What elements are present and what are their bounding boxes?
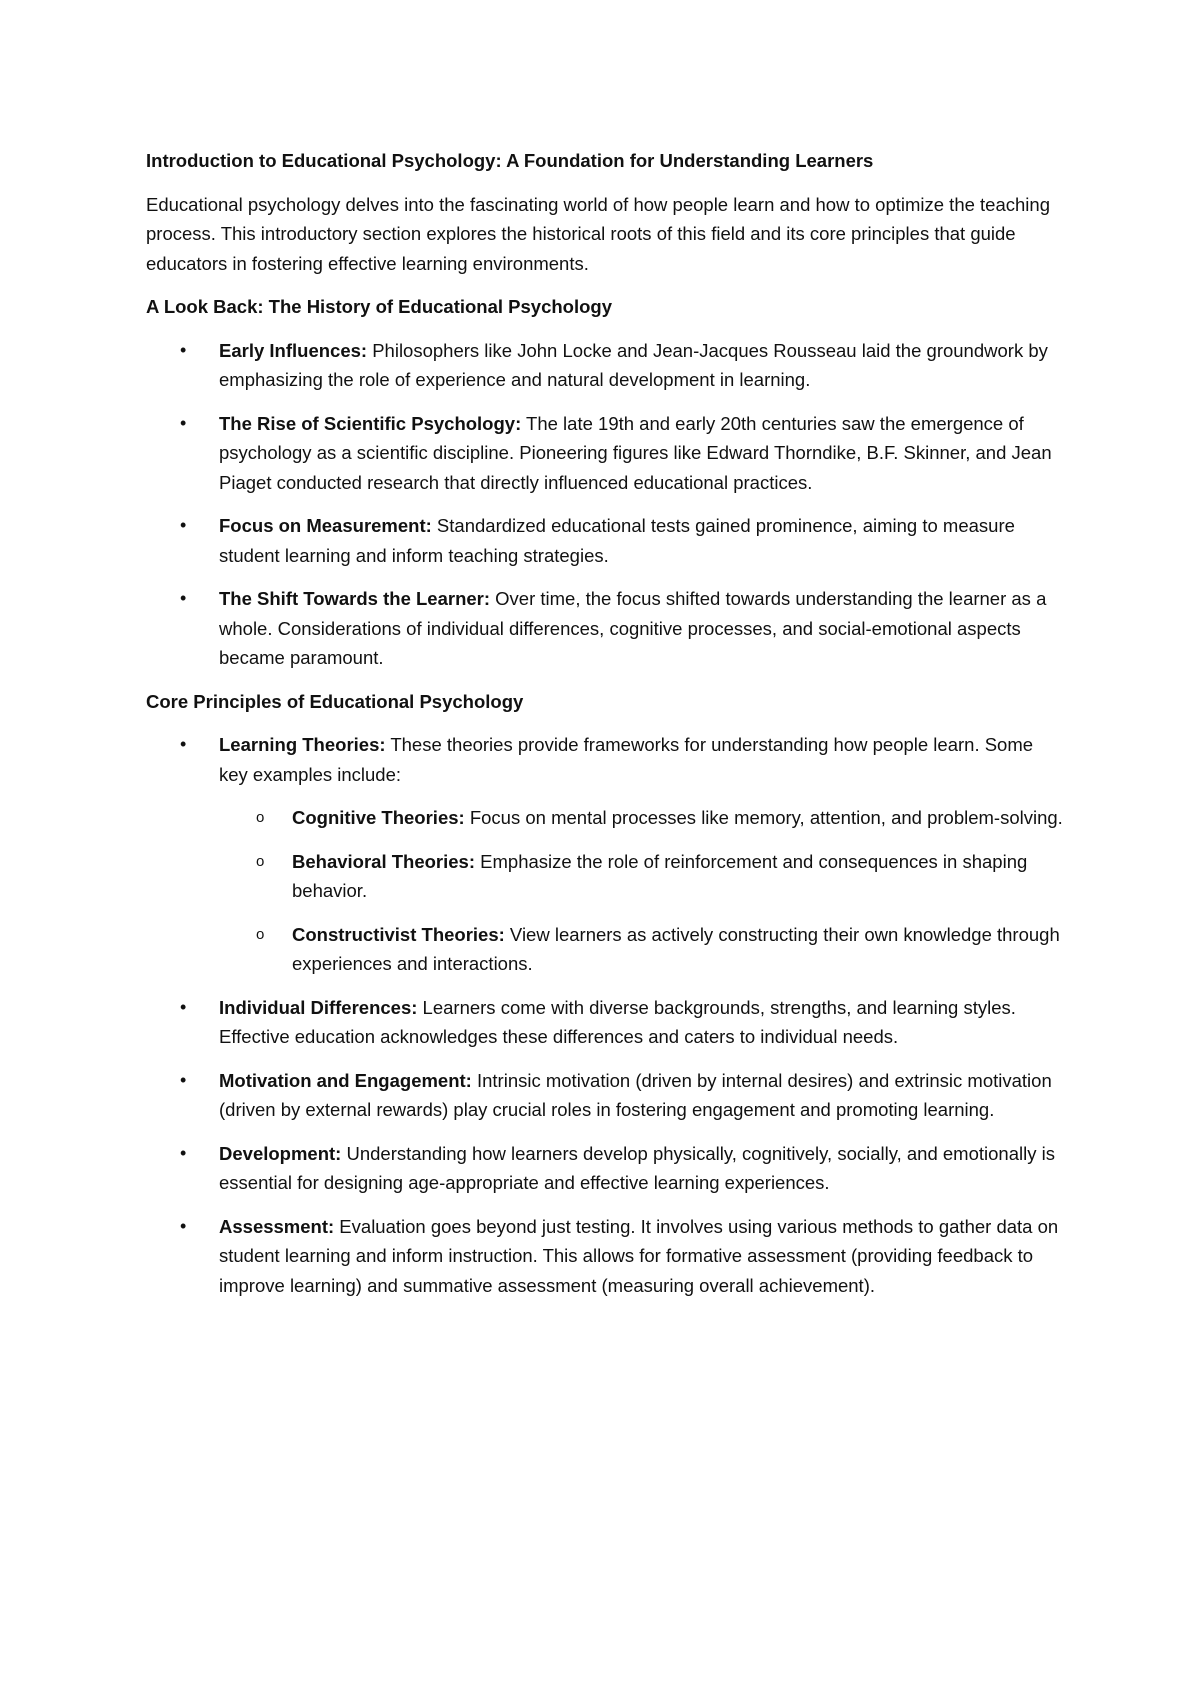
bullet-icon: • bbox=[180, 412, 187, 433]
bullet-icon: • bbox=[180, 1215, 187, 1236]
document-title: Introduction to Educational Psychology: A Foundation for Understanding Learners bbox=[146, 150, 874, 171]
list-item bbox=[146, 1139, 1066, 1198]
item-text: View learners as actively constructing their own knowledge through experiences and interactions. bbox=[292, 923, 1060, 974]
theories-sublist bbox=[219, 803, 1066, 979]
item-term: Individual Differences: bbox=[219, 996, 418, 1018]
item-term: Learning Theories: bbox=[219, 734, 386, 755]
item-term: Cognitive Theories: bbox=[292, 807, 465, 828]
sub-bullet-icon: o bbox=[256, 852, 265, 870]
item-term: Behavioral Theories: bbox=[292, 850, 476, 872]
sub-bullet-icon: o bbox=[256, 809, 265, 826]
item-term: The Shift Towards the Learner: bbox=[219, 588, 491, 609]
bullet-icon: • bbox=[180, 996, 187, 1017]
item-text: Standardized educational tests gained prominence, aiming to measure student learning and inform teaching strategies. bbox=[219, 515, 1015, 566]
list-item bbox=[146, 730, 1066, 979]
bullet-icon: • bbox=[180, 588, 187, 608]
list-item bbox=[146, 1212, 1066, 1301]
bullet-icon: • bbox=[180, 1069, 187, 1090]
history-list bbox=[146, 336, 1066, 673]
item-text: Evaluation goes beyond just testing. It involves using various methods to gather data on student learning and inform instruction. This allows for formative assessment (providing feedback to improve learning) and summative assessment (measuring overall achievement). bbox=[219, 1215, 1059, 1296]
item-term: Assessment: bbox=[219, 1215, 335, 1237]
history-heading: A Look Back: The History of Educational Psychology bbox=[146, 296, 613, 317]
bullet-icon: • bbox=[180, 734, 187, 754]
item-term: Development: bbox=[219, 1142, 342, 1164]
item-text: Focus on mental processes like memory, attention, and problem-solving. bbox=[464, 807, 1063, 828]
bullet-icon: • bbox=[180, 339, 187, 360]
item-text: Emphasize the role of reinforcement and consequences in shaping behavior. bbox=[292, 850, 1028, 901]
item-text: Philosophers like John Locke and Jean-Jacques Rousseau laid the groundwork by emphasizing the role of experience and natural development in learning. bbox=[219, 339, 1048, 390]
sublist-item bbox=[219, 803, 1066, 833]
item-text: Intrinsic motivation (driven by internal desires) and extrinsic motivation (driven by external rewards) play crucial roles in fostering engagement and promoting learning. bbox=[219, 1069, 1052, 1120]
item-term: The Rise of Scientific Psychology: bbox=[219, 412, 522, 434]
sublist-item bbox=[219, 920, 1066, 979]
item-term: Focus on Measurement: bbox=[219, 515, 432, 536]
item-term: Constructivist Theories: bbox=[292, 923, 505, 945]
list-item bbox=[146, 1066, 1066, 1125]
list-item bbox=[146, 993, 1066, 1052]
item-term: Motivation and Engagement: bbox=[219, 1069, 472, 1091]
item-text: The late 19th and early 20th centuries saw the emergence of psychology as a scientific discipline. Pioneering figures like Edward Thorndike, B.F. Skinner, and Jean Piaget conducted research that directly influenced educational practices. bbox=[219, 412, 1052, 493]
item-text: Over time, the focus shifted towards understanding the learner as a whole. Considerations of individual differences, cognitive processes, and social-emotional aspects became paramount. bbox=[219, 588, 1047, 668]
item-term: Early Influences: bbox=[219, 339, 368, 361]
list-item bbox=[146, 409, 1066, 498]
list-item bbox=[146, 584, 1066, 673]
list-item bbox=[146, 511, 1066, 570]
item-text: Understanding how learners develop physically, cognitively, socially, and emotionally is essential for designing age-appropriate and effective learning experiences. bbox=[219, 1142, 1055, 1193]
sub-bullet-icon: o bbox=[256, 925, 265, 943]
bullet-icon: • bbox=[180, 515, 187, 535]
intro-paragraph: Educational psychology delves into the fascinating world of how people learn and how to optimize the teaching process. This introductory section explores the historical roots of this field and its core principles that guide educators in fostering effective learning environments. bbox=[146, 193, 1050, 274]
bullet-icon: • bbox=[180, 1142, 187, 1163]
principles-heading: Core Principles of Educational Psychology bbox=[146, 690, 524, 712]
sublist-item bbox=[219, 847, 1066, 906]
document-page bbox=[146, 146, 1066, 1314]
list-item bbox=[146, 336, 1066, 395]
principles-list bbox=[146, 730, 1066, 1300]
item-text: Learners come with diverse backgrounds, strengths, and learning styles. Effective education acknowledges these differences and caters to individual needs. bbox=[219, 996, 1016, 1047]
item-text: These theories provide frameworks for understanding how people learn. Some key examples include: bbox=[219, 734, 1034, 785]
